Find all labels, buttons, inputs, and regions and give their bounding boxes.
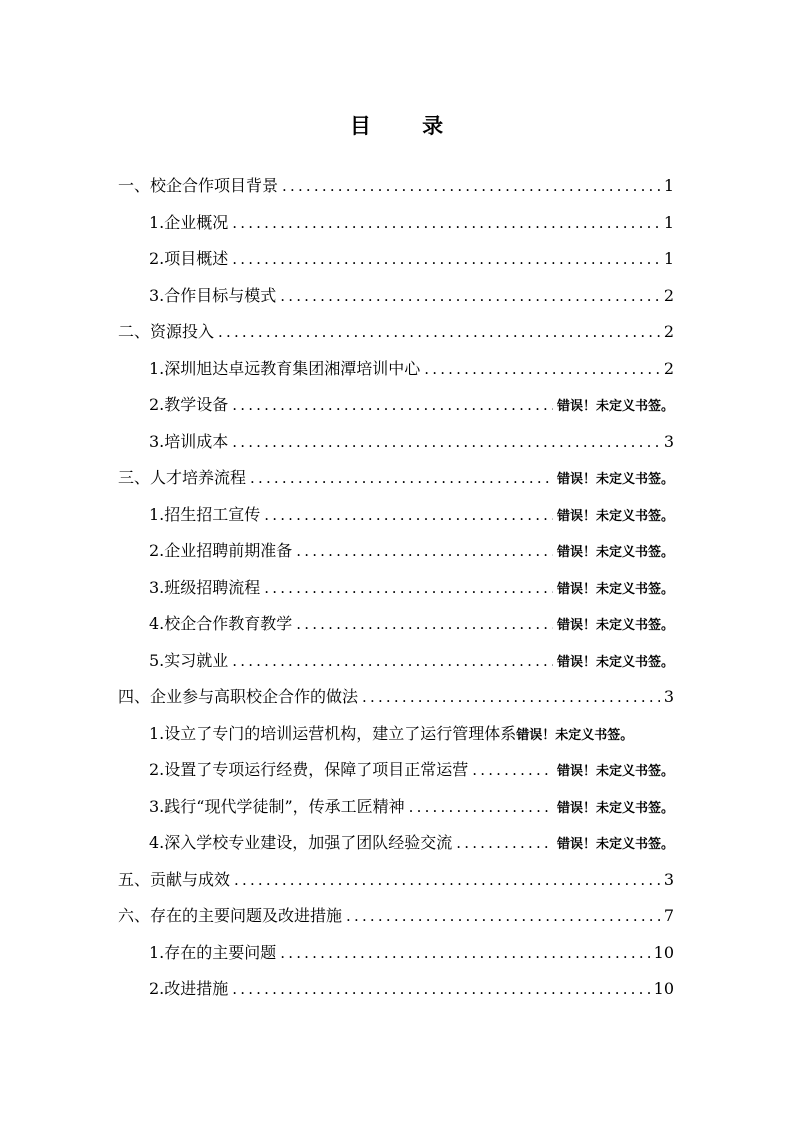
toc-entry[interactable] (118, 278, 674, 315)
dot-leader (232, 241, 660, 278)
toc-entry-error: 错误！未定义书签。 (556, 581, 674, 597)
dot-leader (232, 971, 649, 1008)
toc-entry[interactable] (118, 314, 674, 351)
toc-entry-label: 2.改进措施 (149, 979, 229, 998)
toc-entry[interactable] (118, 205, 674, 242)
toc-entry-label: 六、存在的主要问题及改进措施 (118, 906, 343, 925)
toc-entry[interactable] (118, 168, 674, 205)
toc-entry-error: 错误！未定义书签。 (556, 472, 674, 487)
toc-entry[interactable] (118, 643, 674, 680)
toc-entry-label: 4.深入学校专业建设，加强了团队经验交流 (149, 833, 453, 852)
dot-leader (232, 424, 660, 461)
dot-leader (472, 752, 553, 789)
toc-entry-label: 3.班级招聘流程 (149, 577, 261, 597)
dot-leader (232, 205, 660, 242)
toc-entry[interactable] (118, 716, 674, 753)
dot-leader (232, 387, 553, 424)
toc-entry[interactable] (118, 460, 674, 497)
toc-entry-page-number: 7 (663, 906, 674, 925)
page-title: 目 录 (349, 114, 466, 138)
dot-leader (456, 825, 553, 862)
toc-entry-label: 2.教学设备 (149, 395, 229, 414)
toc-entry-label: 四、企业参与高职校企合作的做法 (118, 687, 359, 706)
toc-entry[interactable] (118, 606, 674, 643)
toc-entry[interactable] (118, 387, 674, 424)
dot-leader (232, 643, 553, 680)
toc-entry-label: 1.企业概况 (149, 212, 229, 232)
toc-entry-label: 3.合作目标与模式 (149, 285, 277, 305)
toc-entry[interactable] (118, 862, 674, 899)
toc-entry-error: 错误！未定义书签。 (556, 399, 674, 414)
toc-entry-error: 错误！未定义书签。 (556, 508, 674, 524)
toc-entry[interactable] (118, 789, 674, 826)
dot-leader (424, 351, 660, 388)
dot-leader (362, 679, 660, 716)
toc-entry[interactable] (118, 497, 674, 534)
dot-leader (280, 278, 660, 315)
toc-entry-page-number: 1 (663, 249, 674, 268)
dot-leader (264, 497, 553, 534)
toc-entry-error: 错误！未定义书签。 (556, 618, 674, 633)
toc-entry[interactable] (118, 570, 674, 607)
toc-entry-error: 错误！未定义书签。 (556, 654, 674, 670)
toc-entry-label: 1.设立了专门的培训运营机构，建立了运行管理体系 (149, 723, 517, 743)
toc-entry-label: 2.企业招聘前期准备 (149, 541, 293, 560)
toc-entry-label: 1.招生招工宣传 (149, 504, 261, 524)
dot-leader (296, 533, 553, 570)
toc-entry-label: 4.校企合作教育教学 (149, 614, 293, 633)
toc-entry-error: 错误！未定义书签。 (516, 727, 634, 743)
toc-entry-label: 2.项目概述 (149, 249, 229, 268)
toc-entry-label: 一、校企合作项目背景 (118, 176, 279, 195)
toc-entry-label: 三、人才培养流程 (118, 468, 247, 487)
toc-entry-label: 五、贡献与成效 (118, 869, 231, 889)
toc-entry-page-number: 3 (663, 687, 674, 706)
dot-leader (409, 789, 553, 826)
toc-entry-page-number: 2 (663, 322, 674, 341)
toc-entry-page-number: 3 (663, 431, 674, 451)
toc-entry-page-number: 1 (663, 176, 674, 195)
dot-leader (264, 570, 553, 607)
toc-entry-label: 3.培训成本 (149, 431, 229, 451)
toc-entry[interactable] (118, 935, 674, 972)
toc-entry-error: 错误！未定义书签。 (556, 545, 674, 560)
toc-entry[interactable] (118, 241, 674, 278)
dot-leader (234, 862, 660, 899)
toc-entry-error: 错误！未定义书签。 (556, 800, 674, 816)
toc-entry[interactable] (118, 971, 674, 1008)
toc-entry[interactable] (118, 752, 674, 789)
toc-entry-page-number: 2 (663, 285, 674, 305)
dot-leader (282, 168, 660, 205)
dot-leader (218, 314, 660, 351)
dot-leader (346, 898, 660, 935)
toc-entry[interactable] (118, 898, 674, 935)
toc-entry-page-number: 2 (663, 358, 674, 378)
toc-entry[interactable] (118, 679, 674, 716)
dot-leader (296, 606, 553, 643)
toc-entry-page-number: 10 (653, 979, 674, 998)
toc-entry-error: 错误！未定义书签。 (556, 837, 674, 852)
toc-entry-label: 3.践行“现代学徒制”，传承工匠精神 (149, 796, 405, 816)
toc-entry-page-number: 3 (663, 869, 674, 889)
toc-entry-label: 二、资源投入 (118, 322, 215, 341)
dot-leader (250, 460, 553, 497)
toc-entry-page-number: 1 (663, 212, 674, 232)
toc-entry-label: 2.设置了专项运行经费，保障了项目正常运营 (149, 760, 469, 779)
dot-leader (280, 935, 649, 972)
toc-entry[interactable] (118, 351, 674, 388)
toc-entry-label: 1.深圳旭达卓远教育集团湘潭培训中心 (149, 358, 421, 378)
toc-entry-label: 5.实习就业 (149, 650, 229, 670)
table-of-contents (118, 168, 674, 1008)
toc-entry[interactable] (118, 424, 674, 461)
toc-entry[interactable] (118, 533, 674, 570)
toc-entry-page-number: 10 (653, 942, 674, 962)
toc-entry-label: 1.存在的主要问题 (149, 942, 277, 962)
toc-entry-error: 错误！未定义书签。 (556, 764, 674, 779)
toc-entry[interactable] (118, 825, 674, 862)
